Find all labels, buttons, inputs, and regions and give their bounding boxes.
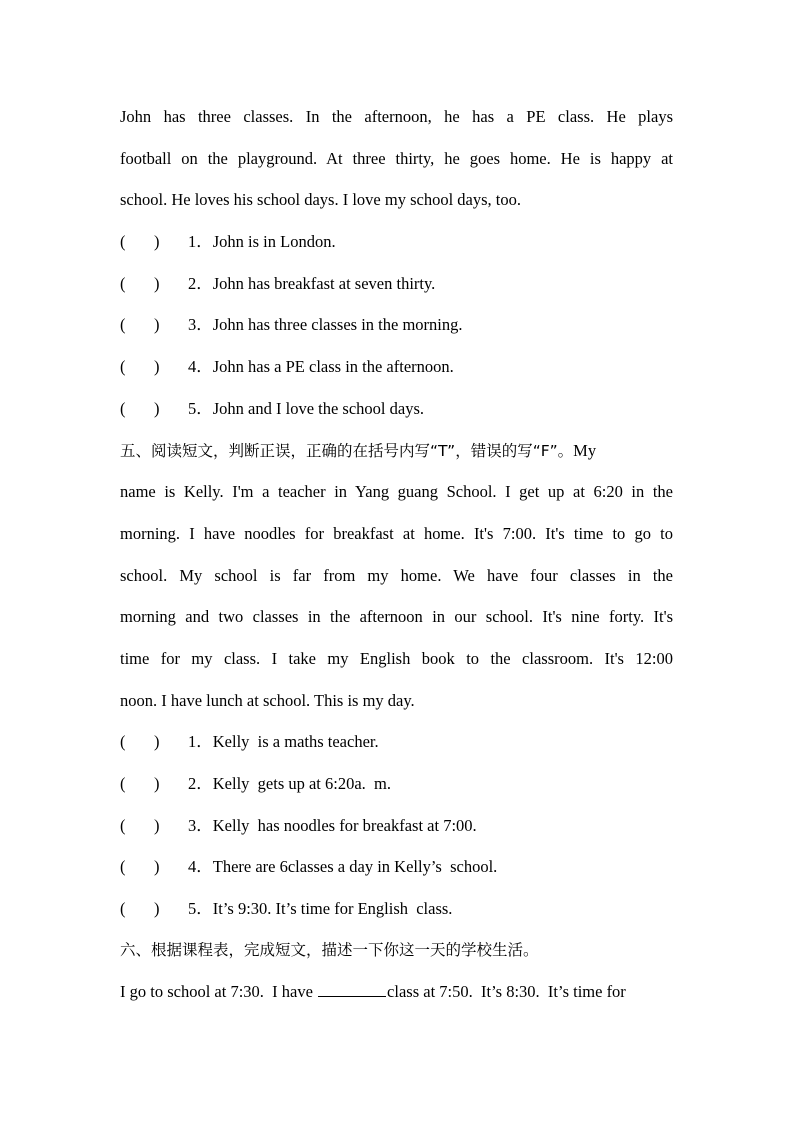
- passage4-line-3: school. He loves his school days. I love my school days, too.: [120, 190, 521, 210]
- question-text: John and I love the school days.: [212, 398, 425, 418]
- answer-bracket[interactable]: ( ): [120, 815, 160, 835]
- question-number: 2．: [188, 273, 213, 293]
- question-number: 4．: [188, 857, 213, 877]
- question-item: [120, 805, 673, 847]
- section6-heading: 六、根据课程表，完成短文，描述一下你这一天的学校生活。: [120, 940, 539, 959]
- section5-passage-line-2: morning. I have noodles for breakfast at home. It's 7:00. It's time to go to: [120, 523, 673, 543]
- section5-passage-line-6: noon. I have lunch at school. This is my day.: [120, 690, 415, 710]
- answer-bracket[interactable]: ( ): [120, 732, 160, 752]
- answer-bracket[interactable]: ( ): [120, 398, 160, 418]
- question-text: It’s 9:30. It’s time for English class.: [212, 899, 453, 919]
- passage4-line-2: football on the playground. At three thirty, he goes home. He is happy at: [120, 148, 673, 168]
- question-item: [120, 388, 673, 430]
- answer-bracket[interactable]: ( ): [120, 232, 160, 252]
- question-number: 1．: [188, 732, 213, 752]
- question-number: 2．: [188, 774, 213, 793]
- section5-heading-tail: My: [573, 440, 597, 460]
- question-number: 4．: [188, 357, 213, 377]
- answer-bracket[interactable]: ( ): [120, 357, 160, 377]
- answer-bracket[interactable]: ( ): [120, 273, 160, 293]
- section5-heading: [120, 430, 673, 472]
- question-item: [120, 221, 673, 263]
- question-number: 1．: [188, 232, 213, 252]
- worksheet-page: [120, 96, 673, 1013]
- question-text: Kelly has noodles for breakfast at 7:00.: [212, 815, 477, 835]
- question-item: [120, 721, 673, 763]
- section5-passage-line-3: school. My school is far from my home. We have four classes in the: [120, 565, 673, 585]
- question-text: John is in London.: [212, 232, 336, 252]
- question-text: Kelly is a maths teacher.: [212, 732, 379, 752]
- question-item: [120, 763, 673, 805]
- answer-bracket[interactable]: ( ): [120, 315, 160, 335]
- question-item: [120, 304, 673, 346]
- question-item: [120, 346, 673, 388]
- question-number: 3．: [188, 315, 213, 335]
- answer-bracket[interactable]: ( ): [120, 857, 160, 877]
- question-item: [120, 263, 673, 305]
- question-number: 5．: [188, 398, 213, 418]
- question-text: Kelly gets up at 6:20a. m.: [212, 774, 392, 793]
- section6-text-after-blank: class at 7:50. It’s 8:30. It’s time for: [387, 982, 626, 1002]
- section5-heading-text: 五、阅读短文，判断正误，正确的在括号内写“T”，错误的写“F”。: [120, 441, 574, 460]
- question-item: [120, 888, 673, 930]
- answer-bracket[interactable]: ( ): [120, 774, 160, 793]
- section6-text-before-blank: I go to school at 7:30. I have: [120, 982, 318, 1002]
- passage4-line-1: John has three classes. In the afternoon, he has a PE class. He plays: [120, 107, 673, 126]
- question-text: John has breakfast at seven thirty.: [212, 273, 436, 293]
- question-text: There are 6classes a day in Kelly’s school.: [212, 857, 498, 877]
- question-item: [120, 846, 673, 888]
- section5-passage-line-5: time for my class. I take my English book to the classroom. It's 12:00: [120, 648, 673, 668]
- question-number: 3．: [188, 815, 213, 835]
- section6-passage-line-1: [120, 971, 673, 1013]
- question-number: 5．: [188, 899, 213, 919]
- section5-passage-line-1: name is Kelly. I'm a teacher in Yang guang School. I get up at 6:20 in the: [120, 482, 673, 502]
- fill-in-blank[interactable]: [318, 980, 386, 997]
- question-text: John has a PE class in the afternoon.: [212, 357, 454, 377]
- answer-bracket[interactable]: ( ): [120, 899, 160, 919]
- question-text: John has three classes in the morning.: [212, 315, 463, 335]
- section5-passage-line-4: morning and two classes in the afternoon in our school. It's nine forty. It's: [120, 607, 673, 627]
